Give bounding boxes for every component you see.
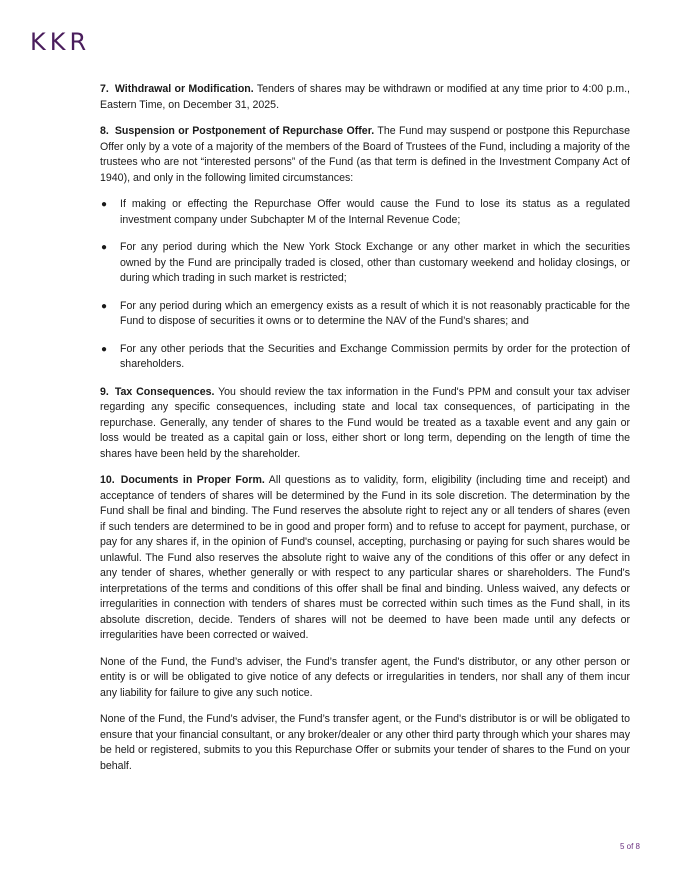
section-8 [100, 124, 630, 186]
section-heading: Tax Consequences. [114, 385, 215, 398]
bullet-icon: ● [101, 343, 108, 355]
list-item: ● If making or effecting the Repurchase Offer would cause the Fund to lose its status as a regulated investment company under Subchapter M of the Internal Revenue Code; [101, 198, 630, 226]
section-number: 7. [100, 83, 109, 95]
section-number: 8. [100, 125, 109, 137]
section-9 [100, 385, 630, 463]
section-7 [100, 82, 630, 113]
section-text: The Fund may suspend or postpone this Repurchase Offer only by a vote of a majority of the members of the Board of Trustees of the Fund, including a majority of the trustees who are not “interested persons” of the Fund (as that term is defined in the Investment Company Act of 1940), and only in the following limited circumstances: [100, 125, 630, 184]
section-heading: Documents in Proper Form. [120, 474, 265, 486]
section-text: All questions as to validity, form, eligibility (including time and receipt) and acceptance of tenders of shares will be determined by the Fund in its sole discretion. The determination by the Fund shall be final and binding. The Fund reserves the absolute right to reject any or all tenders of shares (even if such tenders are determined to be in good and proper form) and to refuse to accept for payment, purchase, or pay for any shares if, in the opinion of Fund's counsel, accepting, purchasing or paying for such shares would be unlawful. The Fund also reserves the absolute right to waive any of the conditions of this offer or any defect in any tender of shares, whether generally or with respect to any particular shares or shareholders. The Fund's interpretations of the terms and conditions of this offer shall be final and binding. Unless waived, any defects or irregularities in connection with tenders of shares must be corrected within such times as the Fund shall, in its absolute discretion, decide. Tenders of shares will not be deemed to have been made until any defects or irregularities have been corrected or waived. [100, 474, 630, 641]
document-body [100, 82, 630, 785]
section-text: You should review the tax information in the Fund's PPM and consult your tax adviser regarding any specific consequences, including state and local tax consequences, of participating in the repurchase. Generally, any tender of shares to the Fund would be treated as a taxable event and any gain or loss would be treated as a capital gain or loss, either short or long term, depending on the length of time the shares have been held by the shareholder. [100, 385, 630, 460]
page-number: 5 of 8 [619, 842, 640, 851]
section-number: 10. [100, 474, 115, 486]
kkr-logo: KKR [30, 28, 91, 56]
section-number: 9. [100, 385, 109, 398]
section-heading: Suspension or Postponement of Repurchase Offer. [114, 125, 375, 137]
section-10 [100, 473, 630, 644]
list-item: ● For any other periods that the Securities and Exchange Commission permits by order for the protection of shareholders. [101, 342, 630, 370]
list-item: ● For any period during which the New York Stock Exchange or any other market in which the securities owned by the Fund are principally traded is closed, other than customary weekend and holiday closings, or during which trading in such market is restricted; [101, 241, 630, 284]
bullet-icon: ● [101, 300, 108, 312]
section-text: Tenders of shares may be withdrawn or modified at any time prior to 4:00 p.m., Eastern Time, on December 31, 2025. [100, 83, 630, 111]
bullet-icon: ● [101, 199, 108, 210]
section-heading: Withdrawal or Modification. [114, 83, 254, 95]
obligation-paragraph: None of the Fund, the Fund’s adviser, the Fund’s transfer agent, or the Fund's distributor is or will be obligated to ensure that your financial consultant, or any broker/dealer or any other third party through which your shares may be held or registered, submits to you this Repurchase Offer or submits your tender of shares to the Fund on your behalf. [100, 713, 630, 772]
suspension-circumstances-list [100, 197, 630, 373]
bullet-icon: ● [101, 242, 108, 253]
notice-paragraph: None of the Fund, the Fund’s adviser, the Fund’s transfer agent, the Fund's distributor, or any other person or entity is or will be obligated to give notice of any defects or irregularities in tenders, nor shall any of them incur any liability for failure to give any such notice. [100, 655, 630, 699]
list-item: ● For any period during which an emergency exists as a result of which it is not reasonably practicable for the Fund to dispose of securities it owns or to determine the NAV of the Fund’s shares; and [101, 299, 630, 327]
